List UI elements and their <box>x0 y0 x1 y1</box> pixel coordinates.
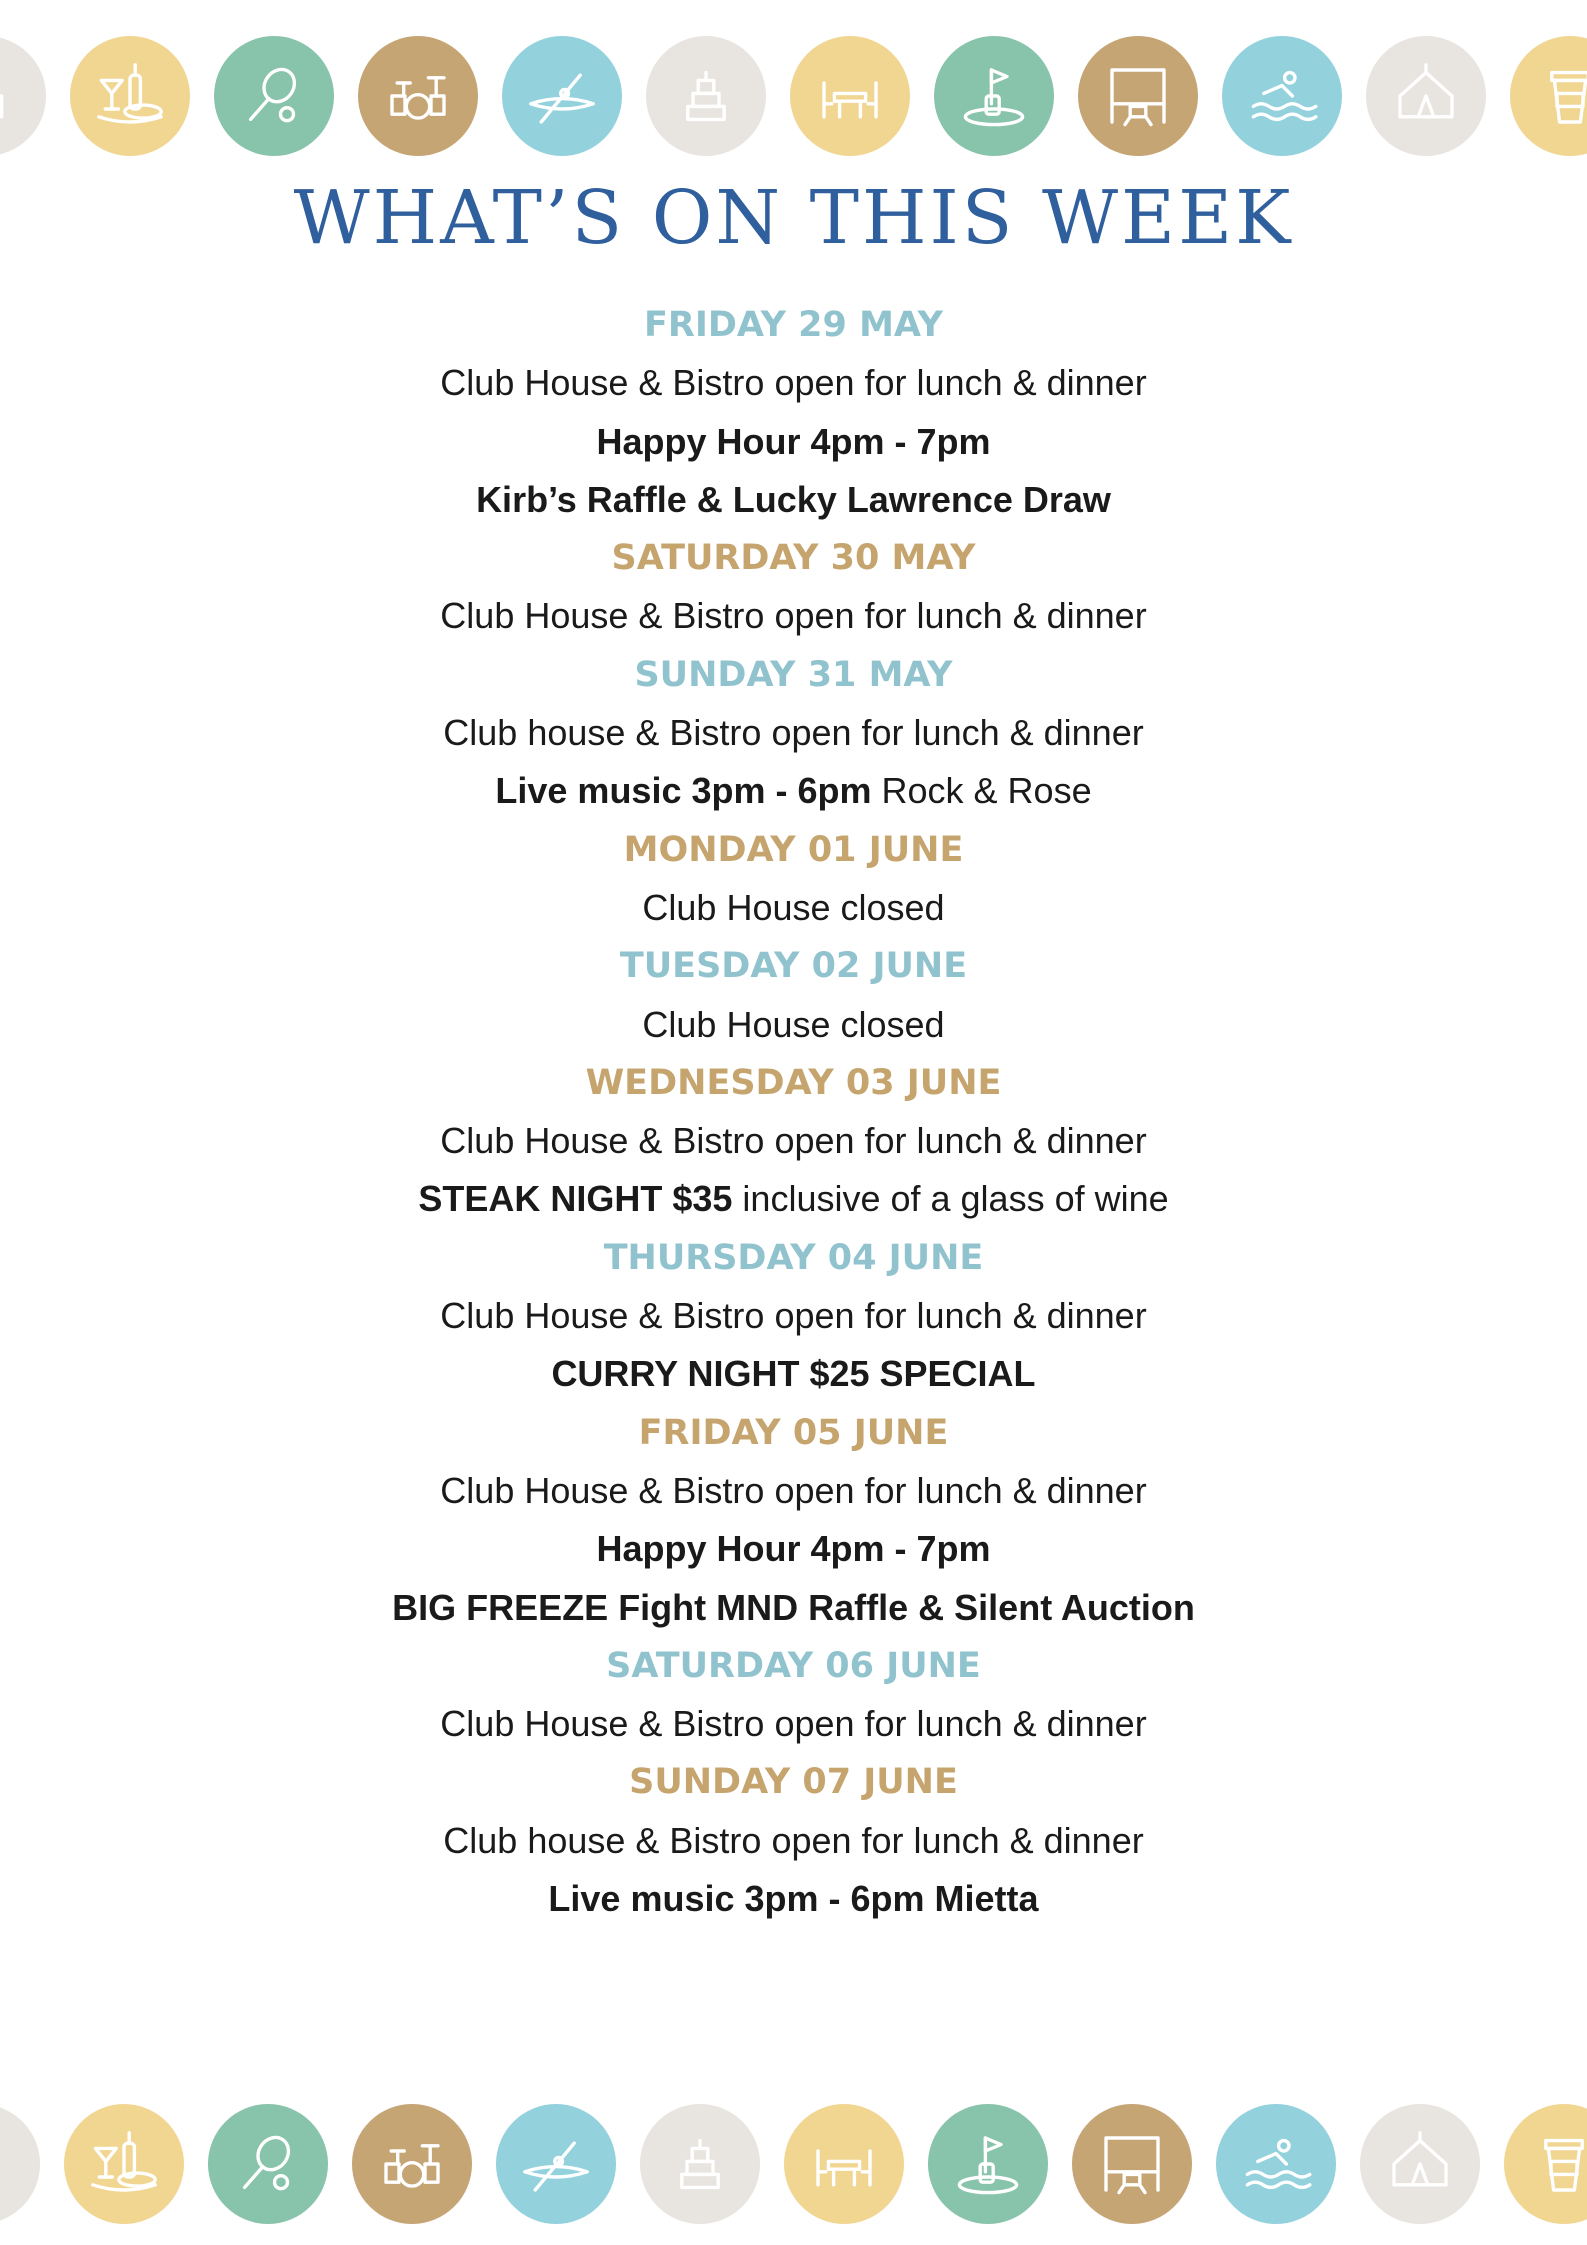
day-heading: SATURDAY 06 JUNE <box>606 1645 981 1686</box>
golf-icon <box>928 2104 1048 2224</box>
swimming-icon <box>1216 2104 1336 2224</box>
event-detail: Rock & Rose <box>871 770 1092 812</box>
kayak-icon <box>502 36 622 156</box>
day-heading: SUNDAY 07 JUNE <box>629 1762 958 1803</box>
bottom-icon-strip <box>0 2104 1587 2224</box>
event-line: CURRY NIGHT $25 SPECIAL <box>551 1353 1036 1395</box>
event-line: Club House closed <box>642 1003 945 1045</box>
event-line: Live music 3pm - 6pm Mietta <box>548 1878 1039 1920</box>
event-highlight: Live music 3pm - 6pm <box>495 770 872 812</box>
wedding-cake-icon <box>646 36 766 156</box>
drum-kit-icon <box>358 36 478 156</box>
event-line: Kirb’s Raffle & Lucky Lawrence Draw <box>476 478 1111 520</box>
day-heading: MONDAY 01 JUNE <box>623 829 964 870</box>
day-heading: TUESDAY 02 JUNE <box>619 946 968 987</box>
tennis-icon <box>214 36 334 156</box>
event-line: Club House & Bistro open for lunch & dinner <box>440 1295 1147 1337</box>
event-line: Club house & Bistro open for lunch & dinner <box>443 1819 1144 1861</box>
event-line: Club House & Bistro open for lunch & dinner <box>440 1120 1147 1162</box>
coffee-cup-icon <box>1504 2104 1587 2224</box>
top-icon-strip <box>0 36 1587 156</box>
kayak-icon <box>496 2104 616 2224</box>
outdoor-cinema-icon <box>1078 36 1198 156</box>
day-heading: SATURDAY 30 MAY <box>611 538 976 579</box>
swimming-icon <box>1222 36 1342 156</box>
dining-table-icon <box>790 36 910 156</box>
event-line: Club house & Bistro open for lunch & dinner <box>443 712 1144 754</box>
dining-table-icon <box>784 2104 904 2224</box>
event-line: Club House & Bistro open for lunch & dinner <box>440 362 1147 404</box>
event-line: Club House & Bistro open for lunch & dinner <box>440 595 1147 637</box>
outdoor-cinema-icon <box>1072 2104 1192 2224</box>
event-line: Happy Hour 4pm - 7pm <box>596 420 991 462</box>
cake-icon <box>0 2104 40 2224</box>
golf-icon <box>934 36 1054 156</box>
event-detail: inclusive of a glass of wine <box>732 1178 1169 1220</box>
circus-tent-icon <box>1360 2104 1480 2224</box>
event-line <box>0 762 1587 820</box>
drum-kit-icon <box>352 2104 472 2224</box>
event-line: Club House closed <box>642 886 945 928</box>
page-title: WHAT’S ON THIS WEEK <box>293 175 1294 261</box>
day-heading: THURSDAY 04 JUNE <box>603 1237 984 1278</box>
cocktail-wine-icon <box>64 2104 184 2224</box>
wedding-cake-icon <box>640 2104 760 2224</box>
event-line: Club House & Bistro open for lunch & dinner <box>440 1469 1147 1511</box>
event-line: Club House & Bistro open for lunch & dinner <box>440 1703 1147 1745</box>
coffee-cup-icon <box>1510 36 1587 156</box>
event-highlight: STEAK NIGHT $35 <box>418 1178 733 1220</box>
tennis-icon <box>208 2104 328 2224</box>
cocktail-wine-icon <box>70 36 190 156</box>
cake-icon <box>0 36 46 156</box>
weekly-schedule <box>0 296 1587 1928</box>
circus-tent-icon <box>1366 36 1486 156</box>
event-line <box>0 1170 1587 1228</box>
day-heading: SUNDAY 31 MAY <box>634 654 953 695</box>
day-heading: FRIDAY 05 JUNE <box>638 1412 949 1453</box>
event-line: BIG FREEZE Fight MND Raffle & Silent Auction <box>392 1586 1195 1628</box>
day-heading: WEDNESDAY 03 JUNE <box>585 1062 1002 1103</box>
event-line: Happy Hour 4pm - 7pm <box>596 1528 991 1570</box>
day-heading: FRIDAY 29 MAY <box>643 305 943 345</box>
